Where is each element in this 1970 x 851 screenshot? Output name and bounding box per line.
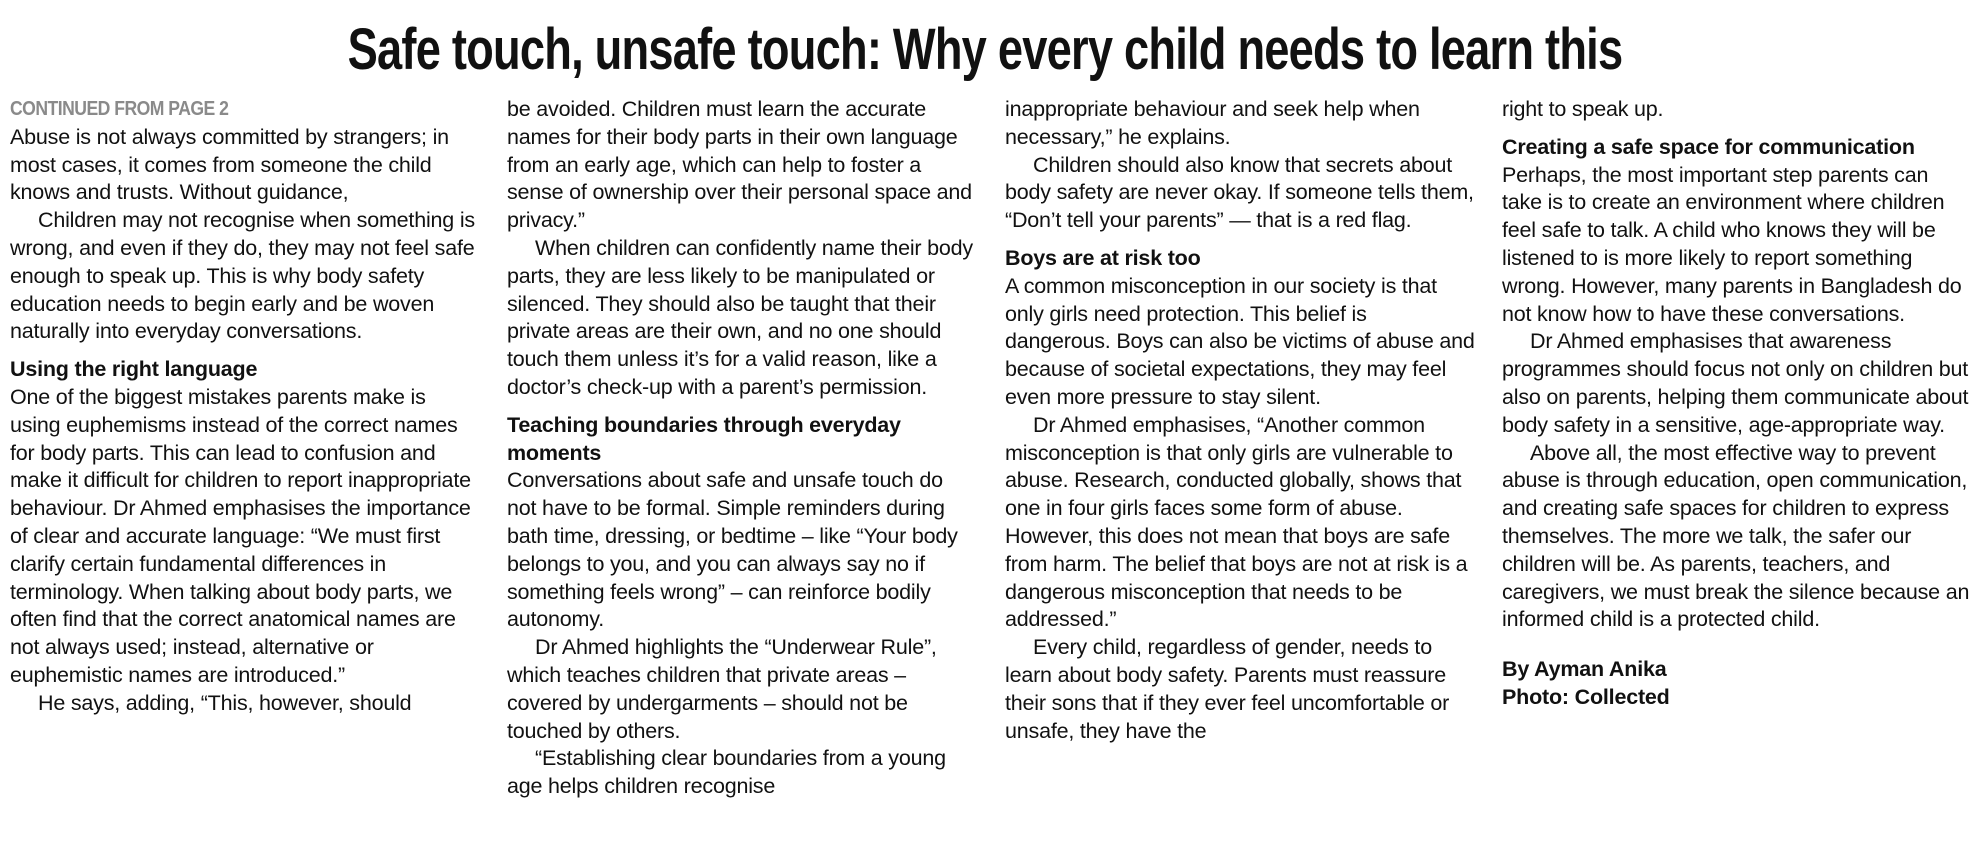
- paragraph: Perhaps, the most important step parents can take is to create an environment where children feel safe to talk. A child who knows they will be listened to is more likely to report something wrong. However, many parents in Bangladesh do not know how to have these conversations.: [1502, 162, 1962, 326]
- paragraph: Children should also know that secrets about body safety are never okay. If someone tells them, “Don’t tell your parents” — that is a red flag.: [1005, 152, 1474, 233]
- paragraph: Children may not recognise when something is wrong, and even if they do, they may not feel safe enough to speak up. This is why body safety education needs to begin early and be woven naturally into everyday conversations.: [10, 208, 475, 344]
- paragraph: Dr Ahmed emphasises, “Another common misconception is that only girls are vulnerable to abuse. Research, conducted globally, shows that one in four girls faces some form of abuse. However, this does not mean that boys are safe from harm. The belief that boys are not at risk is a dangerous misconception that needs to be addressed.”: [1005, 412, 1468, 632]
- paragraph: inappropriate behaviour and seek help when necessary,” he explains.: [1005, 97, 1420, 149]
- subheading: Boys are at risk too: [1005, 245, 1201, 270]
- continued-kicker: CONTINUED FROM PAGE 2: [10, 98, 229, 120]
- paragraph: Dr Ahmed emphasises that awareness programmes should focus not only on children but also on parents, helping them communicate about body safety in a sensitive, age-appropriate way.: [1502, 329, 1969, 437]
- subheading: Using the right language: [10, 357, 258, 382]
- paragraph: Every child, regardless of gender, needs to learn about body safety. Parents must reassure their sons that if they ever feel uncomfortable or unsafe, they have the: [1005, 635, 1450, 743]
- byline: By Ayman Anika: [1502, 657, 1667, 682]
- paragraph: right to speak up.: [1502, 97, 1664, 121]
- column-1: [10, 96, 480, 718]
- paragraph: He says, adding, “This, however, should: [38, 690, 412, 715]
- column-4: [1502, 96, 1970, 712]
- paragraph: When children can confidently name their body parts, they are less likely to be manipulated or silenced. They should also be taught that their private areas are their own, and no one should touch them unless it’s for a valid reason, like a doctor’s check-up with a parent’s permission.: [507, 235, 973, 399]
- paragraph: A common misconception in our society is that only girls need protection. This belief is dangerous. Boys can also be victims of abuse and because of societal expectations, they may feel even more pressure to stay silent.: [1005, 273, 1475, 409]
- paragraph: be avoided. Children must learn the accurate names for their body parts in their own language from an early age, which can help to foster a sense of ownership over their personal space and privacy.”: [507, 97, 972, 233]
- paragraph: Dr Ahmed highlights the “Underwear Rule”, which teaches children that private areas – covered by undergarments – should not be touched by others.: [507, 635, 937, 743]
- paragraph: “Establishing clear boundaries from a young age helps children recognise: [507, 746, 946, 799]
- column-2: [507, 96, 977, 801]
- article-body: [10, 96, 1970, 846]
- headline: Safe touch, unsafe touch: Why every child needs to learn this: [347, 17, 1623, 82]
- paragraph: One of the biggest mistakes parents make is using euphemisms instead of the correct names for body parts. This can lead to confusion and make it difficult for children to report inappropriate behaviour. Dr Ahmed emphasises the importance of clear and accurate language: “We must first clarify certain fundamental differences in terminology. When talking about body parts, we often find that the correct anatomical names are not always used; instead, alternative or euphemistic names are introduced.”: [10, 384, 471, 687]
- column-3: [1005, 96, 1475, 745]
- paragraph: Above all, the most effective way to prevent abuse is through education, open communication, and creating safe spaces for children to express themselves. The more we talk, the safer our children will be. As parents, teachers, and caregivers, we must break the silence because an informed child is a protected child.: [1502, 440, 1970, 632]
- subheading: Teaching boundaries through everyday moments: [507, 412, 901, 465]
- subheading: Creating a safe space for communication: [1502, 134, 1915, 159]
- paragraph: Conversations about safe and unsafe touch do not have to be formal. Simple reminders during bath time, dressing, or bedtime – like “Your body belongs to you, and you can always say no if something feels wrong” – can reinforce bodily autonomy.: [507, 468, 958, 632]
- photo-credit: Photo: Collected: [1502, 684, 1670, 709]
- paragraph: Abuse is not always committed by strangers; in most cases, it comes from someone the child knows and trusts. Without guidance,: [10, 124, 449, 205]
